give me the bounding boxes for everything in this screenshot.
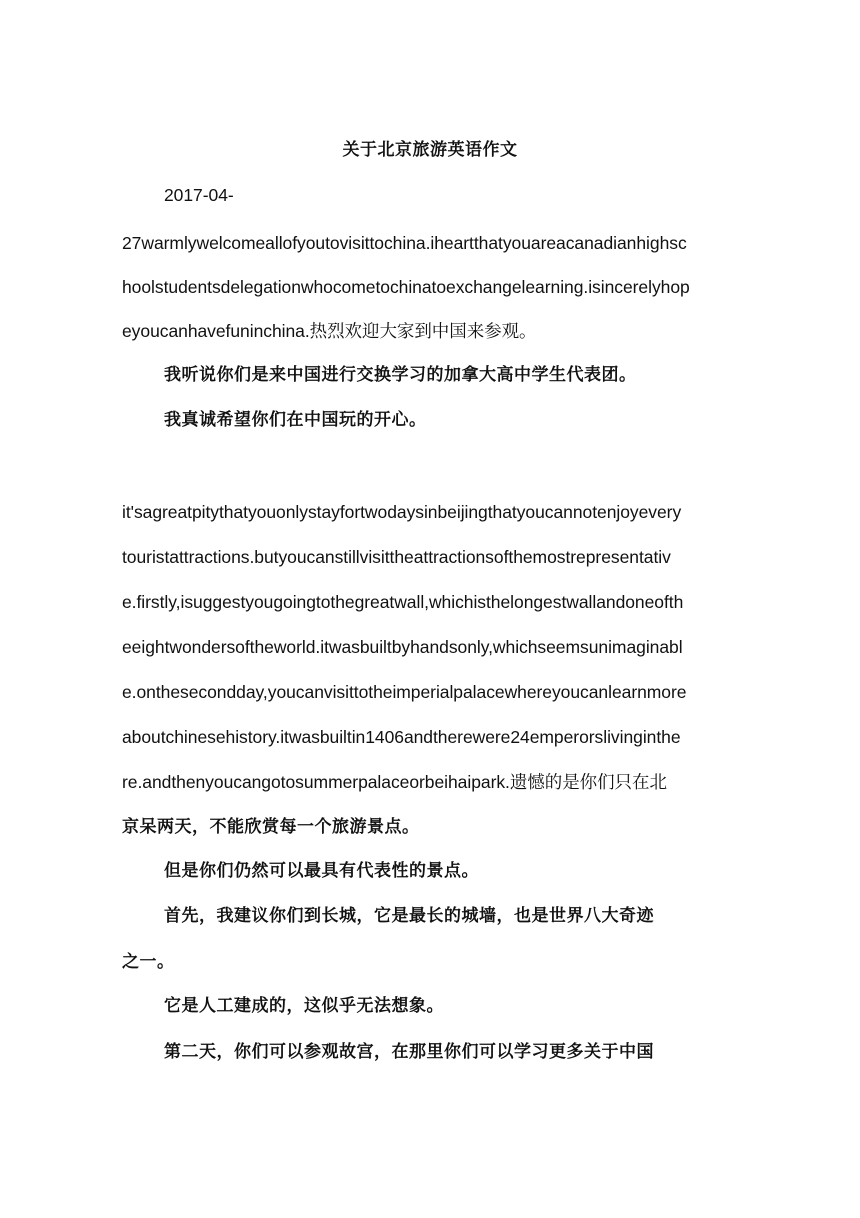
- text-line: e.onthesecondday,youcanvisittotheimperialpalacewhereyoucanlearnmore: [122, 682, 687, 702]
- text-line: touristattractions.butyoucanstillvisittheattractionsofthemostrepresentativ: [122, 547, 671, 567]
- text-line: 它是人工建成的，这似乎无法想象。: [164, 996, 444, 1016]
- text-line: re.andthenyoucangotosummerpalaceorbeihaipark.遗憾的是你们只在北: [122, 772, 667, 792]
- text-line: eeightwondersoftheworld.itwasbuiltbyhandsonly,whichseemsunimaginabl: [122, 637, 683, 657]
- text-line: it'sagreatpitythatyouonlystayfortwodaysinbeijingthatyoucannotenjoyevery: [122, 502, 682, 522]
- text-line: 2017-04-: [164, 185, 234, 205]
- text-line: 京呆两天，不能欣赏每一个旅游景点。: [122, 817, 420, 837]
- text-line: 我真诚希望你们在中国玩的开心。: [164, 410, 427, 430]
- document-title: 关于北京旅游英语作文: [342, 140, 518, 160]
- text-line: 之一。: [122, 952, 175, 972]
- text-line: hoolstudentsdelegationwhocometochinatoexchangelearning.isincerelyhop: [122, 277, 690, 297]
- text-line: 第二天，你们可以参观故宫，在那里你们可以学习更多关于中国: [164, 1042, 654, 1062]
- text-line: 我听说你们是来中国进行交换学习的加拿大高中学生代表团。: [164, 365, 637, 385]
- text-line: 27warmlywelcomeallofyoutovisittochina.iheartthatyouareacanadianhighsc: [122, 233, 687, 253]
- text-line: 首先，我建议你们到长城，它是最长的城墙，也是世界八大奇迹: [164, 906, 654, 926]
- text-line: 但是你们仍然可以最具有代表性的景点。: [164, 861, 479, 881]
- text-line: aboutchinesehistory.itwasbuiltin1406andtherewere24emperorslivinginthe: [122, 727, 681, 747]
- text-line: eyoucanhavefuninchina.热烈欢迎大家到中国来参观。: [122, 321, 537, 341]
- text-line: e.firstly,isuggestyougoingtothegreatwall,whichisthelongestwallandoneofth: [122, 592, 684, 612]
